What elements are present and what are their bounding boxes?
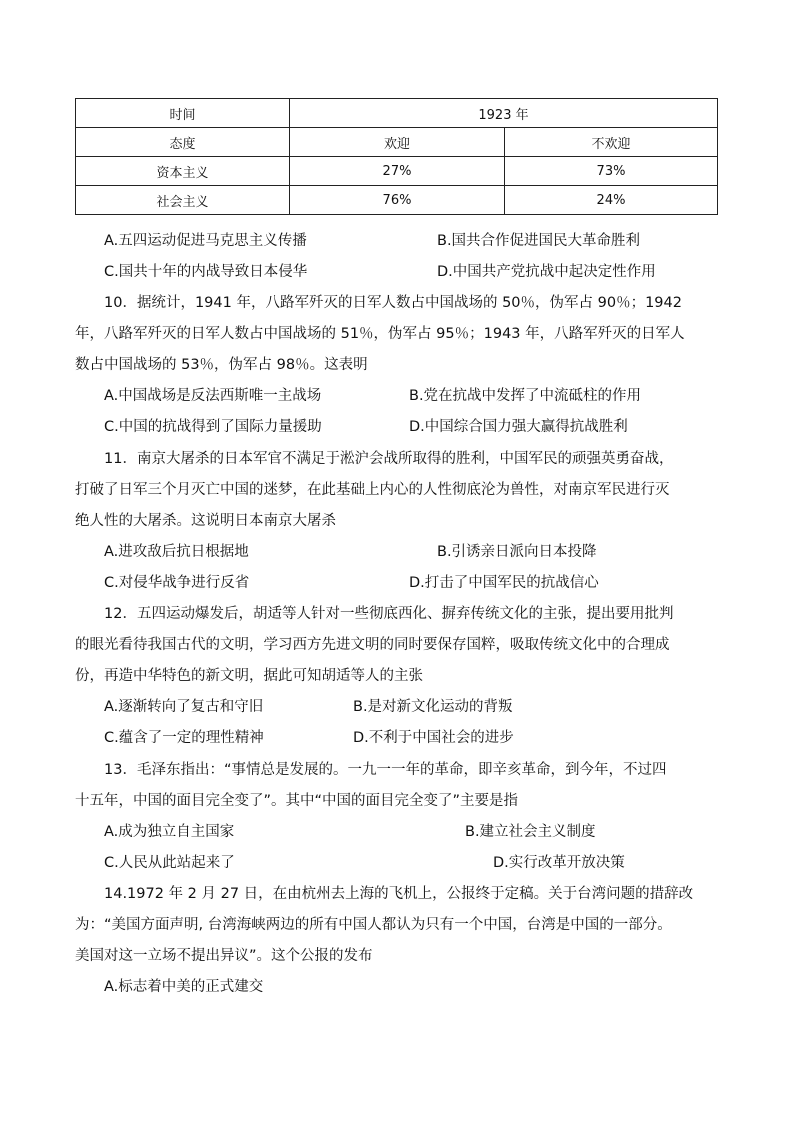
table-cell: 24% bbox=[505, 186, 718, 215]
option-a: A.进攻敌后抗日根据地 bbox=[104, 544, 249, 560]
option-c: C.中国的抗战得到了国际力量援助 bbox=[104, 419, 322, 435]
option-b: B.引诱亲日派向日本投降 bbox=[437, 544, 597, 560]
option-d: D.中国共产党抗战中起决定性作用 bbox=[437, 264, 656, 280]
question-text: 份，再造中华特色的新文明，据此可知胡适等人的主张 bbox=[75, 668, 423, 684]
question-text: 14.1972 年 2 月 27 日，在由杭州去上海的飞机上，公报终于定稿。关于台湾问题的措辞改 bbox=[104, 886, 694, 902]
table-cell: 资本主义 bbox=[76, 157, 290, 186]
option-a: A.五四运动促进马克思主义传播 bbox=[104, 233, 307, 249]
table-cell: 社会主义 bbox=[76, 186, 290, 215]
question-text: 打破了日军三个月灭亡中国的迷梦，在此基础上内心的人性彻底沦为兽性，对南京军民进行灭 bbox=[75, 482, 670, 498]
option-c: C.对侵华战争进行反省 bbox=[104, 575, 250, 591]
option-a: A.成为独立自主国家 bbox=[104, 824, 235, 840]
table-cell: 76% bbox=[290, 186, 505, 215]
question-text: 12．五四运动爆发后，胡适等人针对一些彻底西化、摒弃传统文化的主张，提出要用批判 bbox=[104, 606, 674, 622]
table-row bbox=[76, 186, 718, 215]
option-d: D.打击了中国军民的抗战信心 bbox=[409, 575, 599, 591]
question-text: 数占中国战场的 53％，伪军占 98％。这表明 bbox=[75, 357, 368, 373]
survey-table bbox=[75, 98, 718, 215]
option-d: D.不利于中国社会的进步 bbox=[353, 730, 514, 746]
option-d: D.实行改革开放决策 bbox=[493, 855, 625, 871]
question-text: 美国对这一立场不提出异议”。这个公报的发布 bbox=[75, 948, 373, 964]
option-c: C.蕴含了一定的理性精神 bbox=[104, 730, 264, 746]
question-text: 10．据统计，1941 年，八路军歼灭的日军人数占中国战场的 50％，伪军占 90％；1942 bbox=[104, 295, 682, 311]
question-text: 绝人性的大屠杀。这说明日本南京大屠杀 bbox=[75, 513, 336, 529]
option-a: A.逐渐转向了复古和守旧 bbox=[104, 699, 264, 715]
question-text: 11．南京大屠杀的日本军官不满足于淞沪会战所取得的胜利，中国军民的顽强英勇奋战， bbox=[104, 451, 674, 467]
table-cell: 态度 bbox=[76, 128, 290, 157]
table-row bbox=[76, 157, 718, 186]
question-text: 年，八路军歼灭的日军人数占中国战场的 51％，伪军占 95％；1943 年，八路军歼灭的日军人 bbox=[75, 326, 685, 342]
option-b: B.国共合作促进国民大革命胜利 bbox=[437, 233, 641, 249]
option-b: B.建立社会主义制度 bbox=[465, 824, 596, 840]
option-a: A.中国战场是反法西斯唯一主战场 bbox=[104, 388, 322, 404]
option-c: C.国共十年的内战导致日本侵华 bbox=[104, 264, 308, 280]
option-b: B.党在抗战中发挥了中流砥柱的作用 bbox=[409, 388, 642, 404]
option-d: D.中国综合国力强大赢得抗战胜利 bbox=[409, 419, 628, 435]
question-text: 13．毛泽东指出：“事情总是发展的。一九一一年的革命，即辛亥革命，到今年，不过四 bbox=[104, 762, 667, 778]
question-text: 十五年，中国的面目完全变了”。其中“中国的面目完全变了”主要是指 bbox=[75, 793, 519, 809]
table-cell: 不欢迎 bbox=[505, 128, 718, 157]
table-cell: 时间 bbox=[76, 99, 290, 128]
option-a: A.标志着中美的正式建交 bbox=[104, 979, 264, 995]
question-text: 为：“美国方面声明, 台湾海峡两边的所有中国人都认为只有一个中国，台湾是中国的一部分。 bbox=[75, 917, 672, 933]
table-cell: 欢迎 bbox=[290, 128, 505, 157]
table-cell: 1923 年 bbox=[290, 99, 718, 128]
table-row bbox=[76, 128, 718, 157]
option-b: B.是对新文化运动的背叛 bbox=[353, 699, 513, 715]
question-text: 的眼光看待我国古代的文明，学习西方先进文明的同时要保存国粹，吸取传统文化中的合理成 bbox=[75, 637, 670, 653]
table-cell: 73% bbox=[505, 157, 718, 186]
table-cell: 27% bbox=[290, 157, 505, 186]
table-row bbox=[76, 99, 718, 128]
option-c: C.人民从此站起来了 bbox=[104, 855, 235, 871]
